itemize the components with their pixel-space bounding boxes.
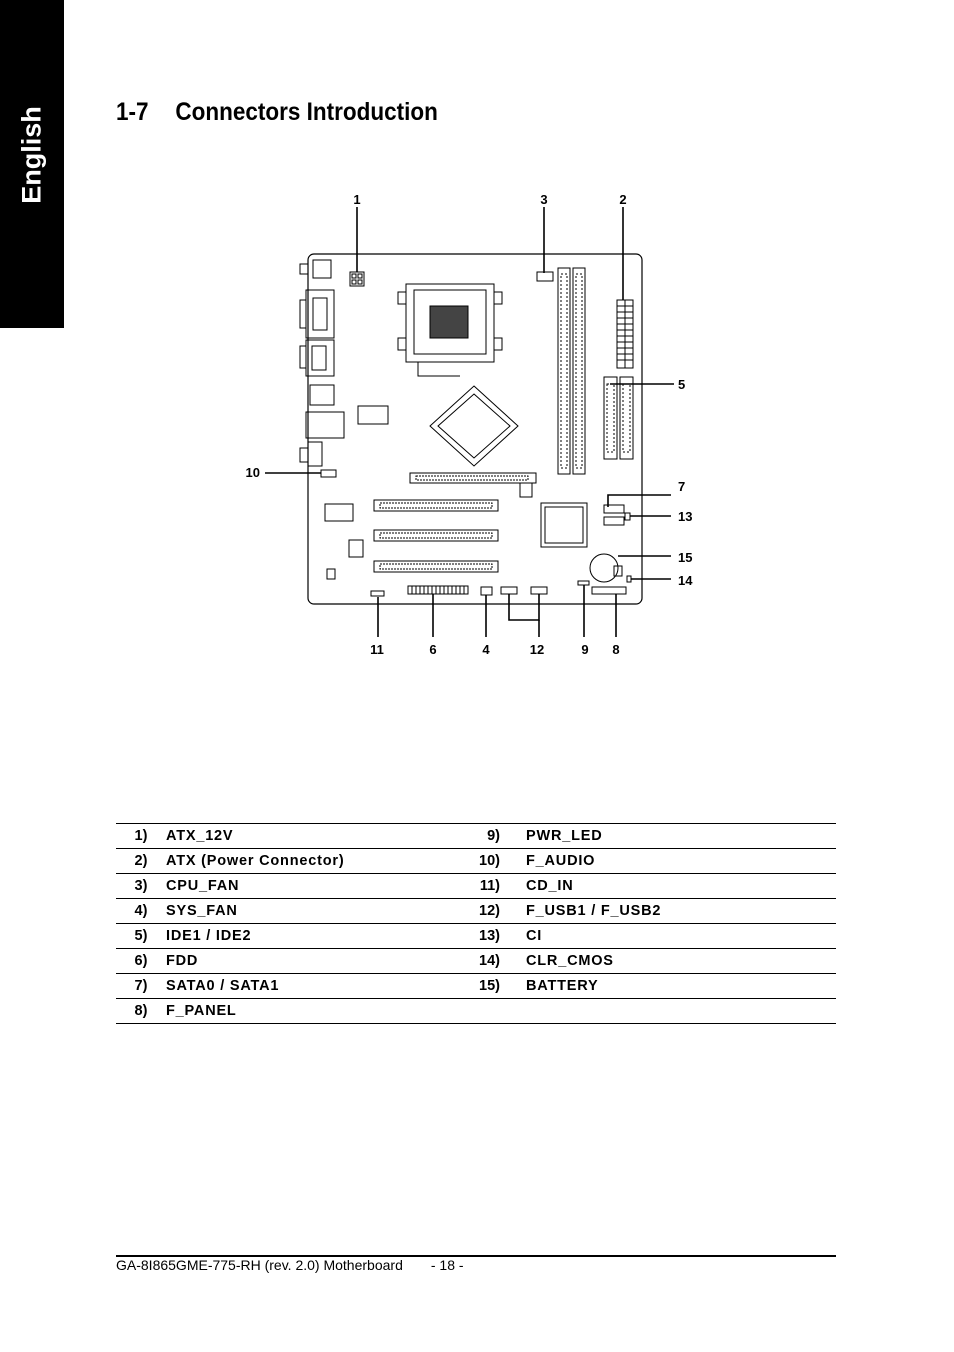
table-row bbox=[116, 999, 836, 1024]
callout-8: 8 bbox=[612, 642, 620, 657]
right-number: 14) bbox=[442, 949, 526, 974]
right-number: 9) bbox=[442, 824, 526, 849]
right-connector-name: PWR_LED bbox=[526, 824, 836, 849]
callout-2: 2 bbox=[619, 192, 627, 207]
right-number: 11) bbox=[442, 874, 526, 899]
table-row bbox=[116, 974, 836, 999]
callout-13: 13 bbox=[678, 509, 693, 524]
right-number bbox=[442, 999, 526, 1024]
table-row bbox=[116, 849, 836, 874]
table-row bbox=[116, 924, 836, 949]
dimm-slots bbox=[558, 268, 585, 474]
left-connector-name: F_PANEL bbox=[166, 999, 442, 1024]
clr-cmos-jumper bbox=[627, 576, 631, 582]
northbridge-chip bbox=[430, 386, 518, 466]
right-number: 13) bbox=[442, 924, 526, 949]
expansion-slots bbox=[374, 473, 536, 572]
left-connector-name: SYS_FAN bbox=[166, 899, 442, 924]
right-connector-name: F_AUDIO bbox=[526, 849, 836, 874]
callout-12: 12 bbox=[529, 642, 545, 657]
left-number: 4) bbox=[116, 899, 166, 924]
connectors-table bbox=[116, 823, 836, 1024]
right-connector-name bbox=[526, 999, 836, 1024]
ci-header bbox=[625, 513, 630, 520]
chip bbox=[325, 504, 353, 521]
pwr-led-header bbox=[578, 581, 589, 585]
callout-10: 10 bbox=[245, 465, 260, 480]
fdd-connector bbox=[408, 586, 468, 594]
right-connector-name: F_USB1 / F_USB2 bbox=[526, 899, 836, 924]
left-connector-name: ATX (Power Connector) bbox=[166, 849, 442, 874]
callout-1: 1 bbox=[353, 192, 361, 207]
chip bbox=[349, 540, 363, 557]
cpu-fan-connector bbox=[537, 272, 553, 281]
left-number: 3) bbox=[116, 874, 166, 899]
right-number: 12) bbox=[442, 899, 526, 924]
right-number: 15) bbox=[442, 974, 526, 999]
atx-power-connector bbox=[617, 300, 633, 368]
right-connector-name: CLR_CMOS bbox=[526, 949, 836, 974]
callout-7: 7 bbox=[678, 479, 686, 494]
left-connector-name: CPU_FAN bbox=[166, 874, 442, 899]
callout-15: 15 bbox=[678, 550, 693, 565]
battery bbox=[590, 554, 622, 582]
callout-14: 14 bbox=[678, 573, 693, 588]
page-number: - 18 - bbox=[430, 1257, 464, 1273]
table-row bbox=[116, 824, 836, 849]
footer bbox=[116, 1257, 464, 1273]
sys-fan-connector bbox=[481, 587, 492, 595]
callout-9: 9 bbox=[581, 642, 589, 657]
callout-6: 6 bbox=[429, 642, 437, 657]
right-connector-name: CI bbox=[526, 924, 836, 949]
left-number: 1) bbox=[116, 824, 166, 849]
callout-3: 3 bbox=[540, 192, 548, 207]
left-number: 5) bbox=[116, 924, 166, 949]
table-row bbox=[116, 874, 836, 899]
callout-11: 11 bbox=[370, 642, 384, 657]
board-outline bbox=[308, 254, 642, 604]
ide-connectors bbox=[604, 377, 633, 459]
footer-model: GA-8I865GME-775-RH (rev. 2.0) Motherboard bbox=[116, 1257, 403, 1273]
left-connector-name: FDD bbox=[166, 949, 442, 974]
right-connector-name: BATTERY bbox=[526, 974, 836, 999]
left-number: 7) bbox=[116, 974, 166, 999]
atx-12v-connector bbox=[350, 272, 364, 286]
right-number: 10) bbox=[442, 849, 526, 874]
left-connector-name: IDE1 / IDE2 bbox=[166, 924, 442, 949]
sata-connectors bbox=[604, 505, 624, 525]
chip bbox=[327, 569, 335, 579]
left-number: 6) bbox=[116, 949, 166, 974]
rear-io-ports bbox=[300, 260, 344, 466]
f-usb1-header bbox=[501, 587, 517, 594]
callout-4: 4 bbox=[482, 642, 490, 657]
section-number: 1-7 bbox=[116, 98, 149, 126]
f-audio-header bbox=[321, 470, 336, 477]
table-row bbox=[116, 949, 836, 974]
small-chip bbox=[358, 406, 388, 424]
f-panel-header bbox=[592, 587, 626, 594]
left-connector-name: ATX_12V bbox=[166, 824, 442, 849]
left-number: 8) bbox=[116, 999, 166, 1024]
left-connector-name: SATA0 / SATA1 bbox=[166, 974, 442, 999]
f-usb2-header bbox=[531, 587, 547, 594]
right-connector-name: CD_IN bbox=[526, 874, 836, 899]
left-number: 2) bbox=[116, 849, 166, 874]
language-label: English bbox=[16, 106, 47, 204]
southbridge-chip bbox=[541, 503, 587, 547]
table-row bbox=[116, 899, 836, 924]
callout-5: 5 bbox=[678, 377, 686, 392]
section-title-text: Connectors Introduction bbox=[175, 98, 438, 126]
cpu-socket bbox=[398, 284, 502, 376]
cd-in-header bbox=[371, 591, 384, 596]
